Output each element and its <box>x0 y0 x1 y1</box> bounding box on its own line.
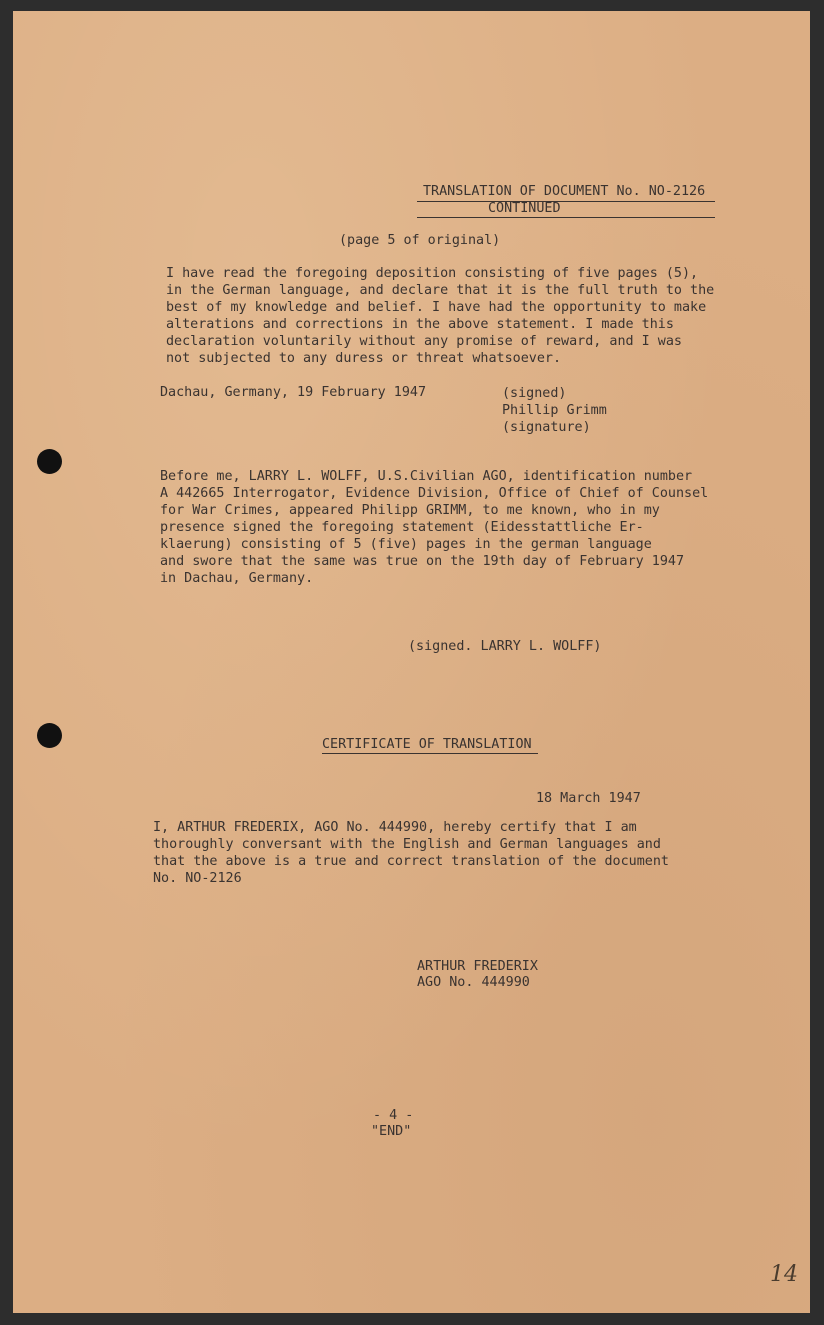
attestation-line: and swore that the same was true on the 19th day of February 1947 <box>160 554 685 569</box>
declaration-line: in the German language, and declare that it is the full truth to the <box>166 283 715 298</box>
attestation-paragraph <box>160 468 708 587</box>
document-page <box>13 11 810 1313</box>
declaration-line: alterations and corrections in the above statement. I made this <box>166 317 674 332</box>
declaration-line: best of my knowledge and belief. I have had the opportunity to make <box>166 300 707 315</box>
certificate-paragraph <box>153 819 669 887</box>
attestation-line: klaerung) consisting of 5 (five) pages in the german language <box>160 537 652 552</box>
declaration-line: declaration voluntarily without any promise of reward, and I was <box>166 334 682 349</box>
certificate-line: thoroughly conversant with the English and German languages and <box>153 837 661 852</box>
page-reference: (page 5 of original) <box>339 233 501 248</box>
attestation-line: presence signed the foregoing statement (Eidesstattliche Er- <box>160 520 644 535</box>
declaration-line: not subjected to any duress or threat whatsoever. <box>166 351 562 366</box>
certificate-title-underline <box>322 753 538 754</box>
document-title: TRANSLATION OF DOCUMENT No. NO-2126 <box>423 184 706 199</box>
certificate-line: that the above is a true and correct translation of the document <box>153 854 669 869</box>
signature-label: (signature) <box>502 420 591 435</box>
page-number: - 4 - <box>373 1108 414 1123</box>
place-date: Dachau, Germany, 19 February 1947 <box>160 385 427 400</box>
translator-ago: AGO No. 444990 <box>417 975 530 990</box>
translator-name: ARTHUR FREDERIX <box>417 959 538 974</box>
punch-hole-top <box>37 449 62 474</box>
attestation-signature: (signed. LARRY L. WOLFF) <box>408 639 602 654</box>
attestation-line: A 442665 Interrogator, Evidence Division, Office of Chief of Counsel <box>160 486 709 501</box>
punch-hole-bottom <box>37 723 62 748</box>
subtitle-underline <box>417 217 715 218</box>
title-underline <box>417 201 715 202</box>
signer-name: Phillip Grimm <box>502 403 607 418</box>
certificate-title: CERTIFICATE OF TRANSLATION <box>322 737 532 752</box>
attestation-line: for War Crimes, appeared Philipp GRIMM, to me known, who in my <box>160 503 660 518</box>
document-subtitle: CONTINUED <box>488 201 561 216</box>
declaration-line: I have read the foregoing deposition consisting of five pages (5), <box>166 266 699 281</box>
attestation-line: Before me, LARRY L. WOLFF, U.S.Civilian AGO, identification number <box>160 469 693 484</box>
end-mark: "END" <box>371 1124 412 1139</box>
certificate-line: No. NO-2126 <box>153 871 242 886</box>
certificate-line: I, ARTHUR FREDERIX, AGO No. 444990, hereby certify that I am <box>153 820 637 835</box>
signed-label: (signed) <box>502 386 567 401</box>
attestation-line: in Dachau, Germany. <box>160 571 314 586</box>
certificate-date: 18 March 1947 <box>536 791 641 806</box>
handwritten-page-number: 14 <box>770 1262 798 1287</box>
declaration-paragraph <box>166 265 714 367</box>
